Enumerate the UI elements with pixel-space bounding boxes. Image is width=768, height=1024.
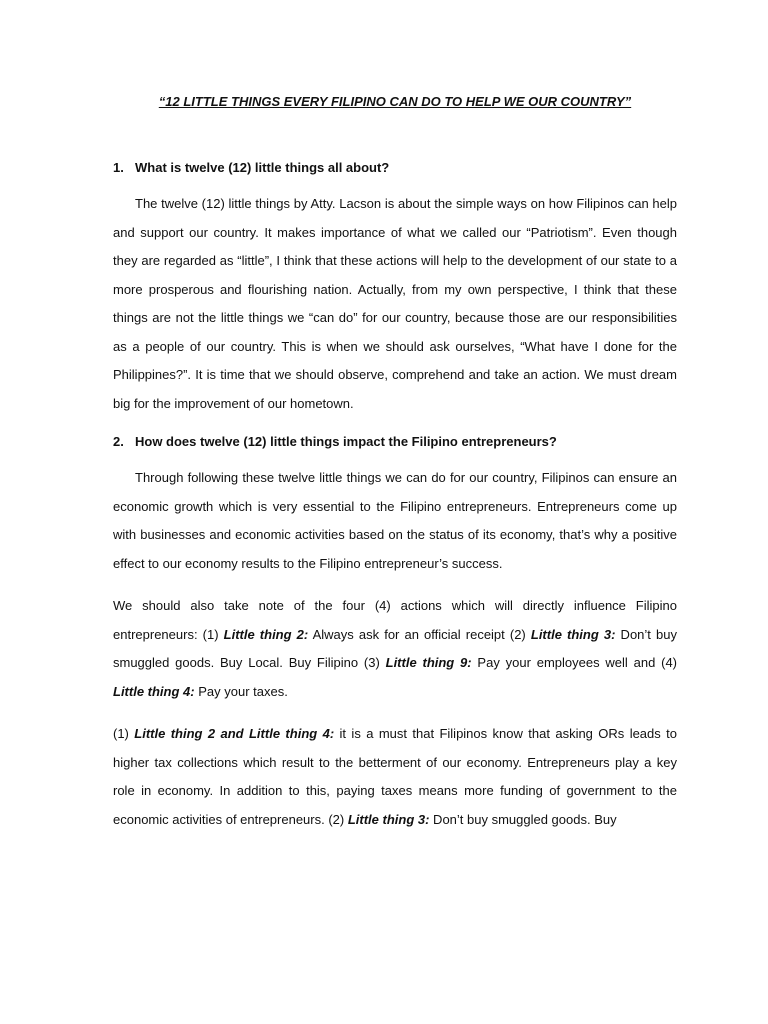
- text-run: Don’t buy smuggled goods. Buy Local. Buy Filipino (3): [113, 626, 677, 670]
- text-run: Pay your taxes.: [194, 683, 288, 699]
- text-run: Don’t buy smuggled goods. Buy: [429, 811, 617, 827]
- question-1-number: 1.: [113, 160, 124, 175]
- question-2-number: 2.: [113, 434, 124, 449]
- question-2: [113, 432, 677, 452]
- emphasis-little-thing-4: Little thing 4:: [113, 683, 195, 699]
- emphasis-little-thing-9: Little thing 9:: [385, 655, 472, 670]
- question-1: [113, 158, 677, 178]
- emphasis-little-thing-2: Little thing 2:: [223, 626, 309, 642]
- emphasis-little-thing-2-and-4: Little thing 2 and Little thing 4:: [134, 726, 335, 741]
- document-title: “12 LITTLE THINGS EVERY FILIPINO CAN DO TO HELP WE OUR COUNTRY”: [158, 94, 632, 109]
- emphasis-little-thing-3: Little thing 3:: [347, 811, 430, 827]
- text-run: (1): [113, 726, 135, 741]
- text-run: We should also take note of the four (4) actions which will directly influence Filipino entrepreneurs: (1): [113, 598, 677, 642]
- question-1-text: What is twelve (12) little things all about?: [135, 160, 390, 175]
- explanation-paragraph: [113, 720, 677, 834]
- text-run: Pay your employees well and (4): [471, 655, 678, 670]
- question-2-text: How does twelve (12) little things impact the Filipino entrepreneurs?: [135, 434, 557, 449]
- emphasis-little-thing-3: Little thing 3:: [530, 626, 616, 642]
- answer-2-paragraph: Through following these twelve little things we can do for our country, Filipinos can ensure an economic growth which is very essential to the Filipino entrepreneurs. Entrepreneurs come up with businesses and economic activities based on the status of its economy, that’s why a positive effect to our economy results to the Filipino entrepreneur’s success.: [113, 470, 677, 571]
- four-actions-paragraph: [113, 592, 677, 706]
- document-page: [113, 92, 677, 848]
- text-run: it is a must that Filipinos know that asking ORs leads to higher tax collections which result to the betterment of our economy. Entrepreneurs play a key role in economy. In addition to this, paying taxes means more funding of government to the economic activities of entrepreneurs. (2): [113, 726, 677, 827]
- answer-1-paragraph: The twelve (12) little things by Atty. Lacson is about the simple ways on how Filipinos can help and support our country. It makes importance of what we called our “Patriotism”. Even though they are regarded as “little”, I think that these actions will help to the development of our state to a more prosperous and flourishing nation. Actually, from my own perspective, I think that these things are not the little things we “can do” for our country, because those are our responsibilities as a people of our country. This is when we should ask ourselves, “What have I done for the Philippines?”. It is time that we should observe, comprehend and take an action. We must dream big for the improvement of our hometown.: [113, 196, 677, 411]
- text-run: Always ask for an official receipt (2): [308, 626, 531, 642]
